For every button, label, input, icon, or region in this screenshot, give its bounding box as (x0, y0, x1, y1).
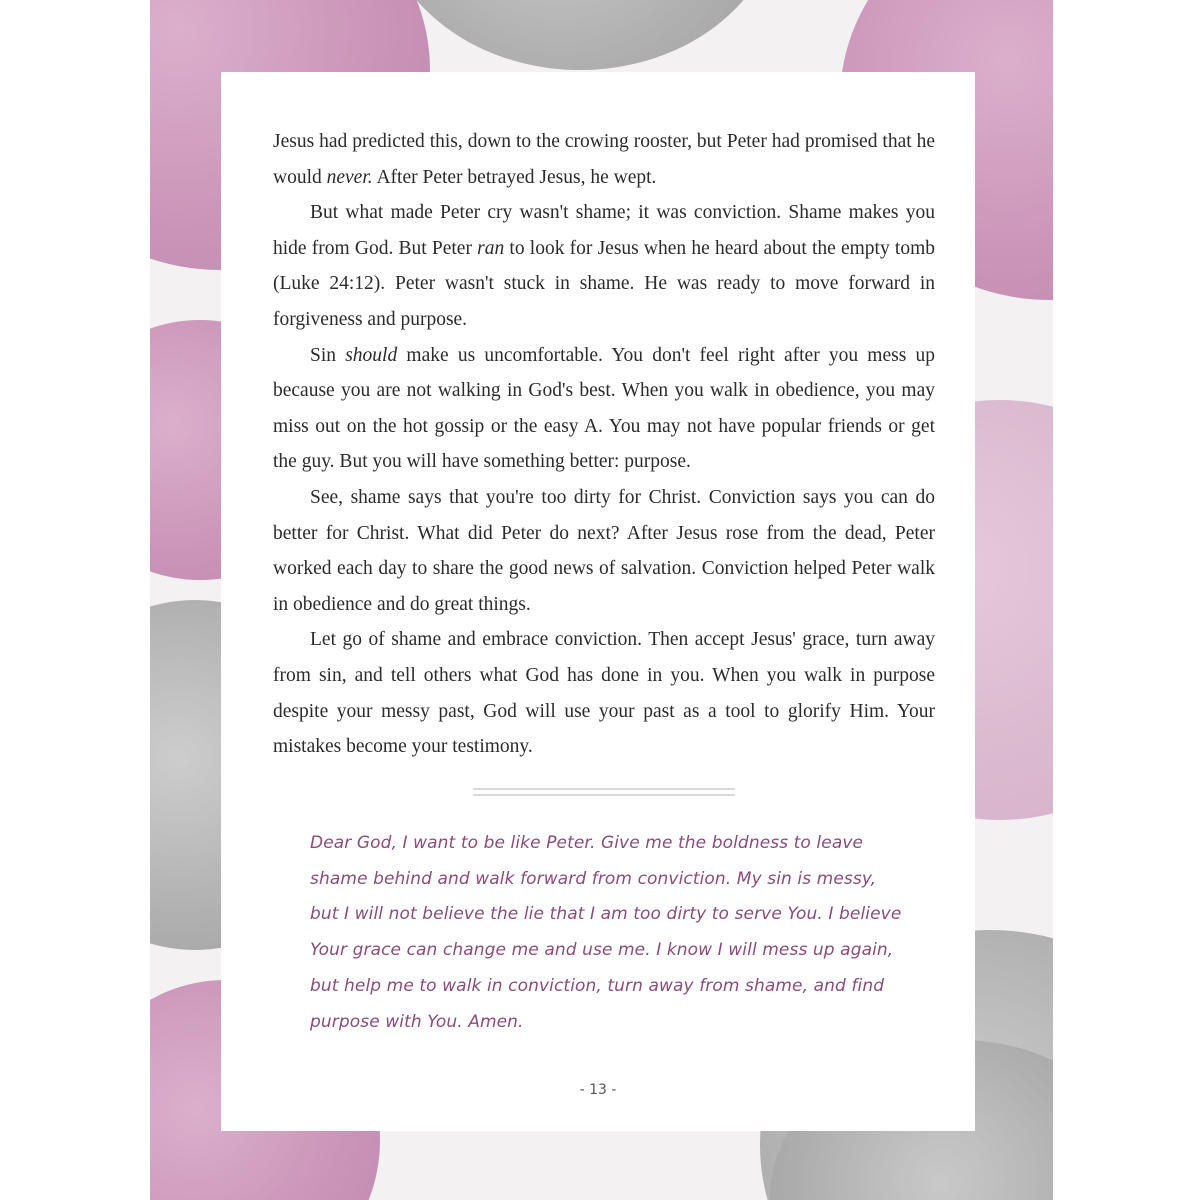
paragraph-5: Let go of shame and embrace conviction. Then accept Jesus' grace, turn away from sin, and tell others what God has done in you. When you walk in purpose despite your messy past, God will use your past as a tool to glorify Him. Your mistakes become your testimony. (273, 629, 935, 758)
paragraph-2: But what made Peter cry wasn't shame; it was conviction. Shame makes you hide from God. But Peter ran to look for Jesus when he heard about the empty tomb (Luke 24:12). Peter wasn't stuck in shame. He was ready to move forward in forgiveness and purpose. (273, 202, 935, 330)
body-text (273, 124, 935, 765)
watercolor-blob-gray (380, 0, 780, 70)
page-number: - 13 - (579, 1082, 617, 1098)
text-panel (221, 72, 975, 1131)
paragraph-4: See, shame says that you're too dirty for Christ. Conviction says you can do better for Christ. What did Peter do next? After Jesus rose from the dead, Peter worked each day to share the good news of salvation. Conviction helped Peter walk in obedience and do great things. (273, 486, 935, 615)
prayer-text: Dear God, I want to be like Peter. Give me the boldness to leave shame behind and walk forward from conviction. My sin is messy, but I will not believe the lie that I am too dirty to serve You. I believe Your grace can change me and use me. I know I will mess up again, but help me to walk in conviction, turn away from shame, and find purpose with You. Amen. (310, 833, 902, 1032)
paragraph-3: Sin should make us uncomfortable. You don't feel right after you mess up because you are not walking in God's best. When you walk in obedience, you may miss out on the hot gossip or the easy A. You may not have popular friends or get the guy. But you will have something better: purpose. (273, 344, 935, 473)
paragraph-1: Jesus had predicted this, down to the crowing rooster, but Peter had promised that he would never. After Peter betrayed Jesus, he wept. (273, 131, 935, 188)
section-divider (473, 788, 735, 796)
